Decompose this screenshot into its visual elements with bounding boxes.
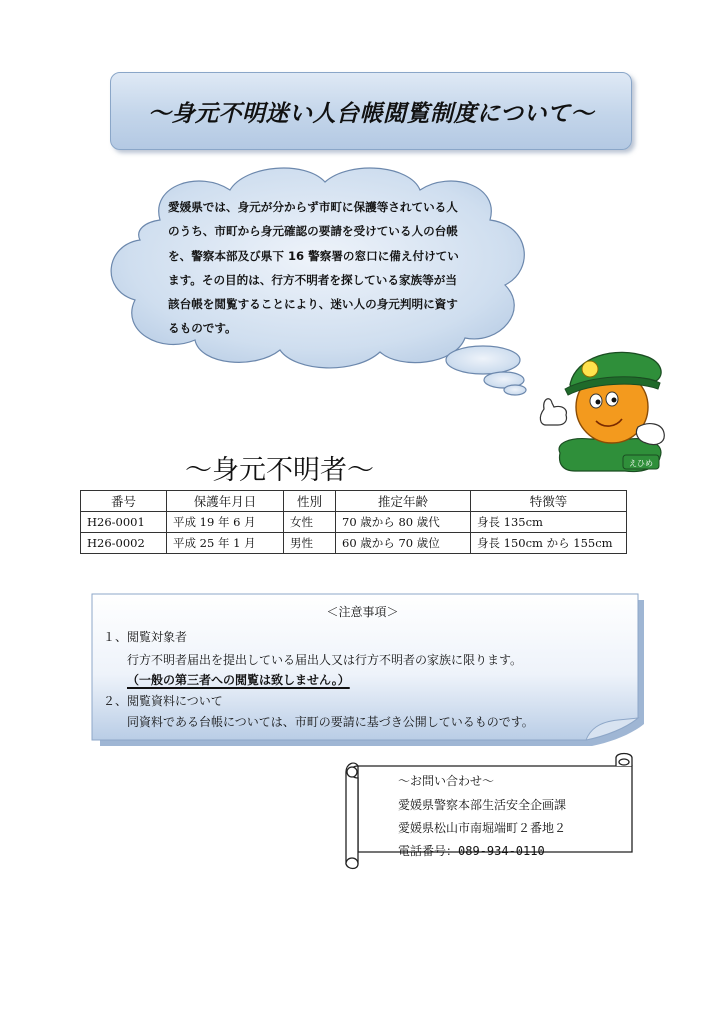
contact-phone: 電話番号：089-934-0110	[398, 844, 545, 858]
contact-address: 愛媛県松山市南堀端町２番地２	[398, 821, 567, 835]
intro-line: のうち、市町から身元確認の要請を受けている人の台帳	[168, 224, 458, 239]
table-cell: 男性	[284, 533, 336, 554]
mascot-badge-text: えひめ	[629, 459, 653, 468]
column-header: 番号	[81, 491, 167, 512]
intro-line: るものです。	[168, 321, 237, 336]
column-header: 特徴等	[471, 491, 627, 512]
notice-item-body: 行方不明者届出を提出している届出人又は行方不明者の家族に限ります。	[127, 653, 523, 667]
notice-heading: ＜注意事項＞	[326, 605, 399, 619]
table-cell: 60 歳から 70 歳位	[336, 533, 471, 554]
contact-heading: ～お問い合わせ～	[398, 774, 495, 788]
notice-item-note: （一般の第三者への閲覧は致しません。）	[127, 673, 350, 687]
table-row	[81, 533, 627, 554]
column-header: 性別	[284, 491, 336, 512]
notice-item-title: ２、閲覧資料について	[103, 694, 223, 708]
table-cell: H26-0002	[81, 533, 167, 554]
table-cell: 平成 19 年 6 月	[167, 512, 284, 533]
table-cell: 身長 150cm から 155cm	[471, 533, 627, 554]
intro-line: を、警察本部及び県下 16 警察署の窓口に備え付けてい	[168, 248, 459, 263]
intro-text	[168, 195, 508, 341]
title-banner	[110, 72, 632, 150]
table-cell: 身長 135cm	[471, 512, 627, 533]
notice-item-title: １、閲覧対象者	[103, 630, 188, 644]
table-cell: 平成 25 年 1 月	[167, 533, 284, 554]
intro-line: 愛媛県では、身元が分からず市町に保護等されている人	[168, 200, 458, 214]
column-header: 保護年月日	[167, 491, 284, 512]
section-heading: ～身元不明者～	[185, 455, 374, 486]
table-row	[81, 512, 627, 533]
missing-persons-table	[80, 490, 627, 554]
table-header-row	[81, 491, 627, 512]
mascot-illustration	[530, 345, 675, 480]
table-cell: 70 歳から 80 歳代	[336, 512, 471, 533]
notice-item-body: 同資料である台帳については、市町の要請に基づき公開しているものです。	[127, 715, 534, 729]
table-cell: H26-0001	[81, 512, 167, 533]
table-cell: 女性	[284, 512, 336, 533]
column-header: 推定年齢	[336, 491, 471, 512]
intro-line: ます。その目的は、行方不明者を探している家族等が当	[168, 272, 457, 287]
contact-department: 愛媛県警察本部生活安全企画課	[398, 798, 567, 812]
page-title: ～身元不明迷い人台帳閲覧制度について～	[147, 100, 595, 127]
intro-line: 該台帳を閲覧することにより、迷い人の身元判明に資す	[168, 297, 458, 312]
